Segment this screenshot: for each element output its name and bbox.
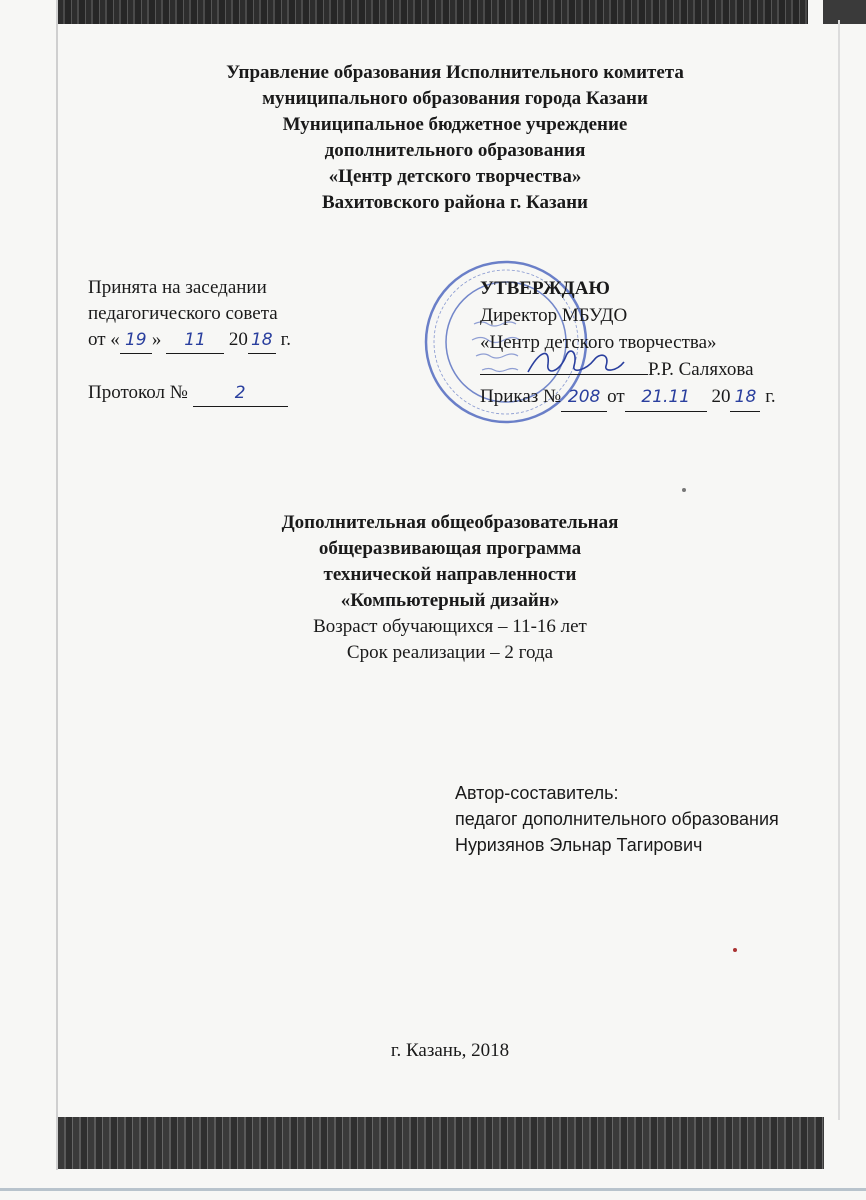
date-month-handwritten: 11 (166, 327, 224, 354)
date-prefix: от « (88, 329, 120, 350)
date-year-prefix: 20 (228, 329, 248, 350)
director-name: Р.Р. Саляхова (648, 359, 754, 380)
scan-border-top-right (823, 0, 866, 24)
date-day-handwritten: 19 (120, 327, 152, 354)
author-role: педагог дополнительного образования (455, 809, 779, 829)
order-date-handwritten: 21.11 (625, 384, 707, 412)
date-year-handwritten: 18 (248, 327, 276, 354)
header-line: Вахитовского района г. Казани (321, 192, 588, 213)
scan-edge-left (56, 0, 58, 1170)
order-line (480, 383, 810, 412)
order-year-suffix: г. (760, 386, 776, 407)
header-line: дополнительного образования (324, 140, 586, 161)
author-name: Нуризянов Эльнар Тагирович (455, 835, 703, 855)
approval-block (480, 275, 810, 412)
program-title-line: общеразвивающая программа (318, 538, 582, 559)
order-number-handwritten: 208 (561, 384, 607, 412)
author-label: Автор-составитель: (455, 783, 619, 803)
director-position: Директор МБУДО (480, 305, 628, 326)
accepted-date (88, 327, 291, 354)
scan-edge-bottom (0, 1188, 866, 1191)
accepted-block (88, 275, 291, 407)
document-header (120, 60, 790, 216)
scan-speck (733, 948, 737, 952)
header-line: «Центр детского творчества» (328, 166, 582, 187)
scan-edge-right (838, 20, 840, 1120)
header-line: Управление образования Исполнительного комитета (226, 62, 684, 83)
organization-name: «Центр детского творчества» (480, 332, 717, 353)
order-label: Приказ № (480, 386, 562, 407)
accepted-line-1: Принята на заседании (88, 277, 267, 298)
order-year-handwritten: 18 (730, 384, 760, 412)
author-block (455, 780, 779, 858)
protocol-line (88, 380, 291, 407)
program-name: «Компьютерный дизайн» (340, 590, 560, 611)
program-title-block (170, 510, 730, 666)
scan-border-top (58, 0, 808, 24)
protocol-label: Протокол № (88, 382, 188, 403)
date-quote: » (151, 329, 162, 350)
header-line: муниципального образования города Казани (262, 88, 648, 109)
accepted-line-2: педагогического совета (88, 303, 278, 324)
program-title-line: технической направленности (323, 564, 577, 585)
order-from-label: от (607, 386, 625, 407)
director-signature-line (480, 356, 810, 383)
program-term: Срок реализации – 2 года (346, 642, 554, 663)
approve-heading: УТВЕРЖДАЮ (480, 278, 610, 299)
scan-border-bottom (58, 1117, 824, 1169)
signature-blank (480, 374, 648, 375)
scan-speck (682, 488, 686, 492)
program-title-line: Дополнительная общеобразовательная (281, 512, 619, 533)
footer-place-year: г. Казань, 2018 (390, 1040, 510, 1061)
header-line: Муниципальное бюджетное учреждение (282, 114, 628, 135)
date-year-suffix: г. (275, 329, 291, 350)
program-age: Возраст обучающихся – 11-16 лет (313, 616, 587, 637)
order-year-prefix: 20 (711, 386, 731, 407)
protocol-number-handwritten: 2 (193, 380, 288, 407)
